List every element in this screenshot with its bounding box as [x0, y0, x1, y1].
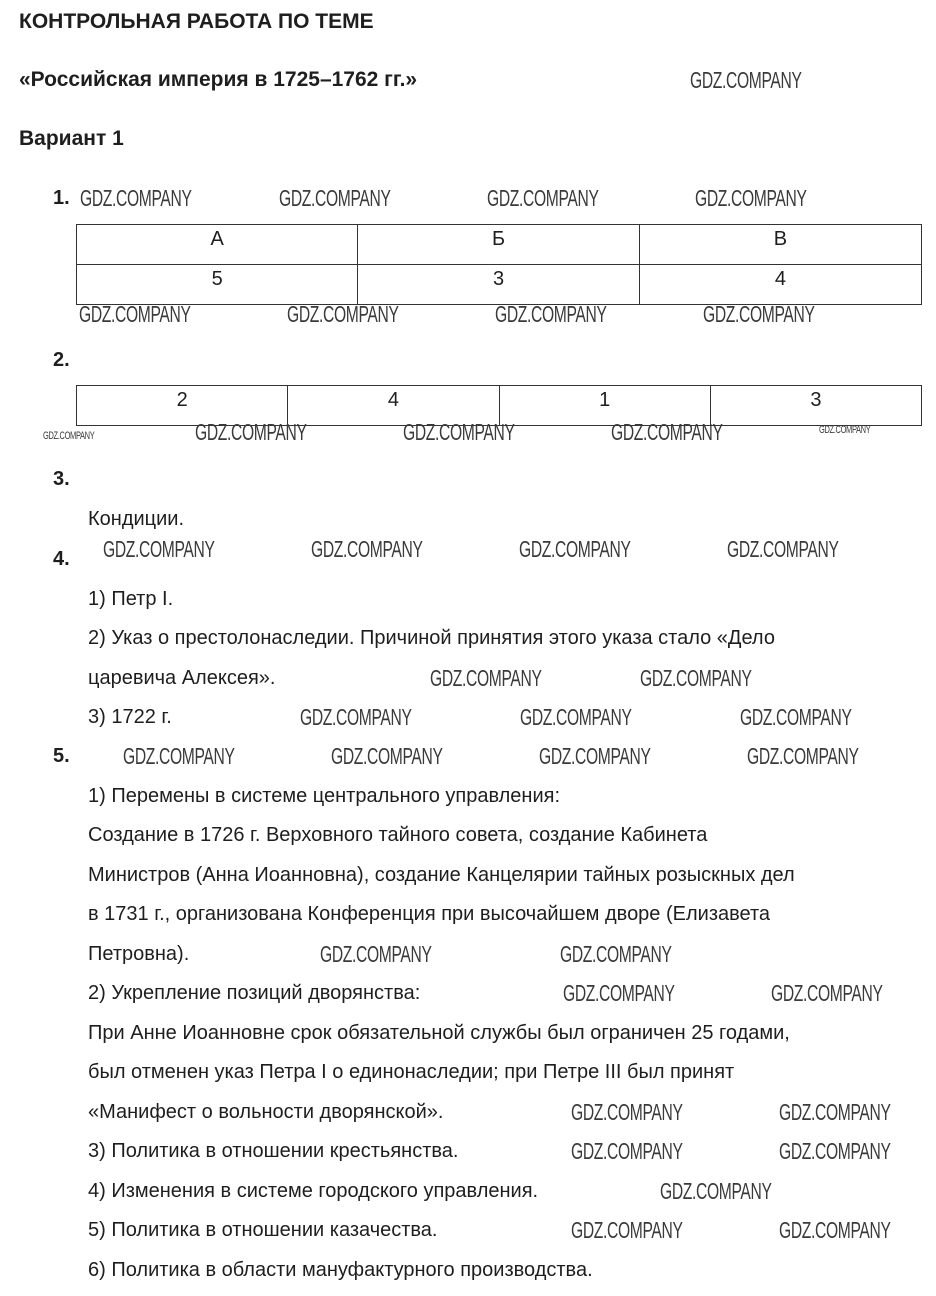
answer-line: царевича Алексея». [88, 667, 276, 689]
watermark: GDZ.COMPANY [695, 185, 807, 211]
table-header-cell: Б [358, 225, 639, 265]
answer-line: Петровна). [88, 943, 190, 965]
watermark: GDZ.COMPANY [571, 1138, 683, 1164]
answer-line: 1) Петр I. [88, 588, 174, 610]
watermark: GDZ.COMPANY [403, 419, 515, 445]
answer-line: 1) Перемены в системе центрального управления: [88, 785, 561, 807]
watermark: GDZ.COMPANY [539, 743, 651, 769]
watermark: GDZ.COMPANY [430, 665, 542, 691]
question-1-number: 1. [53, 187, 70, 209]
watermark: GDZ.COMPANY [495, 301, 607, 327]
watermark: GDZ.COMPANY [779, 1099, 891, 1125]
table-cell: 4 [288, 386, 499, 426]
answer-line: 2) Укрепление позиций дворянства: [88, 982, 421, 1004]
table-row [77, 225, 922, 265]
answer-line: При Анне Иоанновне срок обязательной службы был ограничен 25 годами, [88, 1022, 790, 1044]
watermark: GDZ.COMPANY [571, 1099, 683, 1125]
watermark: GDZ.COMPANY [331, 743, 443, 769]
watermark: GDZ.COMPANY [43, 430, 95, 442]
answer-line: 4) Изменения в системе городского управления. [88, 1180, 539, 1202]
question-4-number: 4. [53, 548, 70, 570]
watermark: GDZ.COMPANY [311, 536, 423, 562]
table-header-cell: В [639, 225, 921, 265]
watermark: GDZ.COMPANY [487, 185, 599, 211]
table-cell: 3 [358, 265, 639, 305]
watermark: GDZ.COMPANY [123, 743, 235, 769]
watermark: GDZ.COMPANY [747, 743, 859, 769]
page-title: КОНТРОЛЬНАЯ РАБОТА ПО ТЕМЕ [19, 10, 374, 33]
answer-line: в 1731 г., организована Конференция при высочайшем дворе (Елизавета [88, 903, 771, 925]
answer-line: Министров (Анна Иоанновна), создание Канцелярии тайных розыскных дел [88, 864, 795, 886]
watermark: GDZ.COMPANY [79, 301, 191, 327]
watermark: GDZ.COMPANY [519, 536, 631, 562]
watermark: GDZ.COMPANY [279, 185, 391, 211]
answer-line: был отменен указ Петра I о единонаследии; при Петре III был принят [88, 1061, 735, 1083]
question-5-number: 5. [53, 745, 70, 767]
table-cell: 2 [77, 386, 288, 426]
answer-line: 6) Политика в области мануфактурного производства. [88, 1259, 593, 1281]
watermark: GDZ.COMPANY [520, 704, 632, 730]
watermark: GDZ.COMPANY [611, 419, 723, 445]
page-subtitle: «Российская империя в 1725–1762 гг.» [19, 68, 418, 91]
watermark: GDZ.COMPANY [779, 1138, 891, 1164]
watermark: GDZ.COMPANY [300, 704, 412, 730]
answer-table-1 [76, 224, 922, 305]
table-row [77, 265, 922, 305]
watermark: GDZ.COMPANY [563, 980, 675, 1006]
watermark: GDZ.COMPANY [103, 536, 215, 562]
answer-line: 3) Политика в отношении крестьянства. [88, 1140, 459, 1162]
answer-line: 3) 1722 г. [88, 706, 172, 728]
watermark: GDZ.COMPANY [571, 1217, 683, 1243]
watermark: GDZ.COMPANY [660, 1178, 772, 1204]
table-cell: 3 [710, 386, 921, 426]
table-header-cell: А [77, 225, 358, 265]
watermark: GDZ.COMPANY [703, 301, 815, 327]
question-3-number: 3. [53, 468, 70, 490]
watermark: GDZ.COMPANY [80, 185, 192, 211]
variant-heading: Вариант 1 [19, 127, 124, 150]
watermark: GDZ.COMPANY [771, 980, 883, 1006]
watermark: GDZ.COMPANY [560, 941, 672, 967]
question-2-number: 2. [53, 349, 70, 371]
watermark: GDZ.COMPANY [690, 67, 802, 93]
table-cell: 4 [639, 265, 921, 305]
table-cell: 1 [499, 386, 710, 426]
table-cell: 5 [77, 265, 358, 305]
watermark: GDZ.COMPANY [640, 665, 752, 691]
answer-line: Создание в 1726 г. Верховного тайного совета, создание Кабинета [88, 824, 708, 846]
watermark: GDZ.COMPANY [320, 941, 432, 967]
watermark: GDZ.COMPANY [287, 301, 399, 327]
watermark: GDZ.COMPANY [779, 1217, 891, 1243]
watermark: GDZ.COMPANY [727, 536, 839, 562]
watermark: GDZ.COMPANY [819, 424, 871, 436]
watermark: GDZ.COMPANY [740, 704, 852, 730]
answer-line: 5) Политика в отношении казачества. [88, 1219, 438, 1241]
watermark: GDZ.COMPANY [195, 419, 307, 445]
answer-line: «Манифест о вольности дворянской». [88, 1101, 444, 1123]
question-3-answer: Кондиции. [88, 508, 185, 530]
answer-line: 2) Указ о престолонаследии. Причиной принятия этого указа стало «Дело [88, 627, 775, 649]
